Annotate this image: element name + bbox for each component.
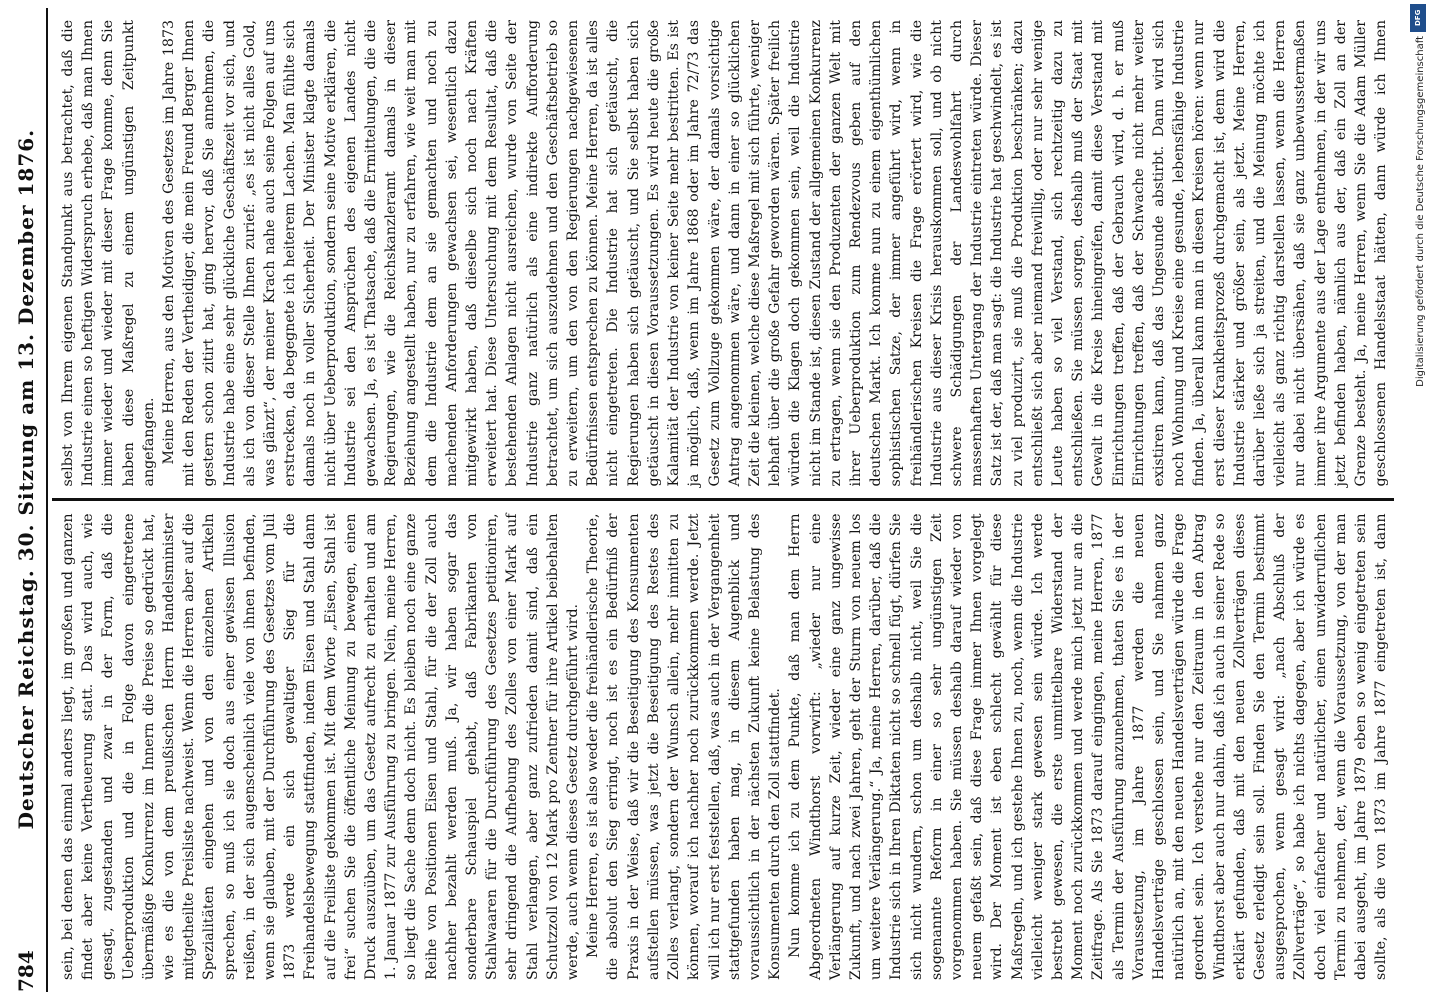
attribution-text: Digitalisierung gefördert durch die Deutsche Forschungsgemeinschaft (1415, 36, 1426, 387)
paragraph: Meine Herren, aus den Motiven des Gesetzes im Jahre 1873 mit den Reden der Vertheidiger, die mein Freund Berger Ihnen gestern schon zitirt hat, ging hervor, daß Sie annehmen, die Industrie habe eine sehr glückliche Geschäftszeit vor sich, und als ich von dieser Stelle Ihnen zurief: „es ist nicht alles Gold, was glänzt“, der meiner Krach nahe auch seine Folgen auf uns erstrecken, da begegnete ich heiterem Lachen. Man fühlte sich damals noch in voller Sicherheit. Der Minister klagte damals nicht über Ueberproduktion, sondern seine Motive erklären, die Industrie sei den Ansprüchen des eigenen Landes nicht gewachsen. Ja, es ist Thatsache, daß die Ermittelungen, die die Regierungen, wie die Reichskanzleramt damals in dieser Beziehung angestellt haben, nur zu erfahren, wie weit man mit dem die Industrie dem an sie gemachten und noch zu machenden Anforderungen gewachsen sei, wesentlich dazu mitgewirkt haben, daß dieselbe sich noch nach Kräften erweitert hat. Diese Untersuchung mit dem Resultat, daß die bestehenden Anlagen nicht ausreichen, wurde von Seite der Industrie ganz natürlich als eine indirekte Aufforderung betrachtet, um sich auszudehnen und den Geschäftsbetrieb so zu erweitern, um den von den Regierungen nachgewiesenen Bedürfnissen entsprechen zu können. Meine Herren, da ist alles nicht eingetreten. Die Industrie hat sich getäuscht, die Regierungen haben sich getäuscht, und Sie selbst haben sich getäuscht in diesen Voraussetzungen. Es wird heute die große Kalamität der Industrie von keiner Seite mehr bestritten. Es ist ja möglich, daß, wenn im Jahre 1868 oder im Jahre 72/73 das Gesetz zum Vollzuge gekommen wäre, der damals vorsichtige Antrag angenommen wäre, und dann in einer so glücklichen Zeit die kleinen, welche diese Maßregel mit sich führte, weniger lebhaft über die große Gefahr geworden wären. Später freilich würden die Klagen doch gekommen sein, weil die Industrie nicht im Stande ist, diesen Zustand der allgemeinen Konkurrenz zu ertragen, wenn sie den Produzenten der ganzen Welt mit ihrer Ueberproduktion zum Rendezvous geben auf den deutschen Markt. Ich komme nun zu einem eigenthümlichen sophistischen Satze, der immer angeführt wird, wenn in freihändlerischen Kreisen die Frage erörtert wird, wie die Industrie aus dieser Krisis herauskommen soll, und ob nicht schwere Schädigungen der Landeswohlfahrt durch massenhaften Untergang der Industrie eintreten würde. Dieser Satz ist der, daß man sagt: die Industrie hat geschwindelt, es ist zu viel produzirt, sie muß die Produktion beschränken; dazu entschließt sich aber niemand freiwillig, oder nur sehr wenige Leute haben so viel Verstand, sich rechtzeitig dazu zu entschließen. Sie müssen sorgen, deshalb muß der Staat mit Gewalt in die Kreise hineingreifen, damit diese Verstand mit Einrichtungen treffen, daß der Gebrauch wird, d. h. er muß Einrichtungen treffen, daß der Schwache nicht mehr weiter existiren kann, daß das Ungesunde abstirbt. Dann wird sich noch Wohnung und Kreise eine gesunde, lebensfähige Industrie finden. Ja, überall kann man in diesen Kreisen hören: wenn nur erst dieser Krankheitsprozeß durchgemacht ist, denn wird die Industrie stärker und größer sein, als jetzt. Meine Herren, darüber ließe sich ja streiten, und die Meinung möchte ich vielleicht als ganz richtig darstellen lassen, wenn die Herren nur dabei nicht übersähen, daß sie ganz unbewusstermaßen immer ihre Argumente aus der Lage entnehmen, in der wir uns jetzt befinden haben, nämlich aus der, daß ein Zoll an der Grenze besteht. Ja, meine Herren, wenn Sie die Adam Müller geschlossenen Handelsstaat hätten, dann würde ich Ihnen (161, 20, 1390, 487)
page-number: 784 (14, 950, 38, 992)
page-header (6, 8, 48, 992)
column-divider (52, 499, 1394, 502)
paragraph: selbst von Ihrem eigenen Standpunkt aus betrachtet, daß die Industrie einen so heftigen Widerspruch erhebe, daß man Ihnen immer wieder und wieder mit dieser Frage komme, denn Sie haben diese Maßregel zu einem ungünstigen Zeitpunkt angefangen. (60, 20, 157, 487)
paragraph: Meine Herren, es ist also weder die freihändlerische Theorie, die absolut den Sieg erringt, noch ist es ein Bedürfniß der Praxis in der Weise, daß wir die Beseitigung des Konsumenten aufstellen müssen, was jetzt die Beseitigung des Restes des Zolles verlangt, sondern der Wunsch allein, mehr inmitten zu können, worauf ich nachher noch zurückkommen werde. Jetzt will ich nur erst feststellen, daß, was auch in der Vergangenheit stattgefunden haben mag, in diesem Augenblick und voraussichtlich in der nächsten Zukunft keine Belastung des Konsumenten durch den Zoll stattfindet. (585, 513, 784, 980)
left-column (52, 502, 1394, 993)
right-column (52, 8, 1394, 499)
page-title: Deutscher Reichstag. 30. Sitzung am 13. Dezember 1876. (14, 128, 38, 830)
text-columns (52, 8, 1394, 992)
attribution-strip (1408, 0, 1428, 1000)
dfg-logo: DFG (1410, 4, 1426, 32)
paragraph: Nun komme ich zu dem Punkte, daß man dem Herrn Abgeordneten Windthorst vorwirft: „wieder nur eine Verlängerung auf kurze Zeit, wieder eine ganz ungewisse Zukunft, und nach zwei Jahren, geht der Sturm von neuem los um weitere Verlängerung.“ Ja, meine Herren, darüber, daß die Industrie sich in Ihren Diktaten nicht so schnell fügt, dürfen Sie sich nicht wundern, schon um deshalb nicht, weil Sie die sogenannte Reform in einer so sehr ungünstigen Zeit vorgenommen haben. Sie müssen deshalb darauf wieder von neuem gefaßt sein, daß diese Frage immer Ihnen vorgelegt wird. Der Moment ist eben schlecht gewählt für diese Maßregeln, und ich gestehe Ihnen zu, noch, wenn die Industrie vielleicht weniger stark gewesen sein würde. Ich werde bestrebt gewesen, die erste unmittelbare Widerstand der Moment noch zurückkommen und werde mich jetzt nur an die Zeitfrage. Als Sie 1873 darauf eingingen, meine Herren, 1877 als Termin der Ausführung anzunehmen, thaten Sie es in der Voraussetzung, im Jahre 1877 werden die neuen Handelsverträge geschlossen sein, und Sie nahmen ganz natürlich an, mit den neuen Handelsverträgen würde die Frage geordnet sein. Ich verstehe nur den Zeitraum in den Abtrag Windthorst aber auch nur dahin, daß ich auch in seiner Rede so erklärt gefunden, daß mit den neuen Zollverträgen dieses Gesetz erledigt sein soll. Finden Sie den Termin bestimmt ausgesprochen, wenn gesagt wird: „nach Abschluß der Zollverträge“, so habe ich nichts dagegen, aber ich würde es doch viel einfacher und natürlicher, einen unwiderruflichen Termin zu nehmen, der, wenn die Voraussetzung, von der man dabei ausgeht, im Jahre 1879 eben so wenig eingetreten sein sollte, als die von 1873 im Jahre 1877 eingetreten ist, dann (787, 513, 1390, 980)
paragraph: sein, bei denen das einmal anders liegt, im großen und ganzen findet aber keine Vertheuerung statt. Das wird auch, wie gesagt, zugestanden und zwar in der Form, daß die Ueberproduktion und die in Folge davon eingetretene übermäßige Konkurrenz im Innern die Preise so gedrückt hat, wie es die von dem preußischen Herrn Handelsminister mitgetheilte Preisliste nachweist. Wenn die Herren aber auf die Spezialitäten eingehen und von den einzelnen Artikeln sprechen, so muß ich sie doch aus einer gewissen Illusion reißen, in der sich augenscheinlich viele von ihnen befinden, wenn sie glauben, mit der Durchführung des Gesetzes vom Juli 1873 werde ein sich gewaltiger Sieg für die Freihandelsbewegung stattfinden, indem Eisen und Stahl dann auf die Freiliste gekommen ist. Mit dem Worte „Eisen, Stahl ist frei“ suchen Sie die öffentliche Meinung zu bewegen, einen Druck auszuüben, um das Gesetz aufrecht zu erhalten und am 1. Januar 1877 zur Ausführung zu bringen. Nein, meine Herren, so liegt die Sache denn doch nicht. Es bleiben noch eine ganze Reihe von Positionen Eisen und Stahl, für die der Zoll auch nachher bezahlt werden muß. Ja, wir haben sogar das sonderbare Schauspiel gehabt, daß Fabrikanten von Stahlwaaren für die Durchführung des Gesetzes petitioniren, sehr dringend die Aufhebung des Zolles von einer Mark auf Stahl verlangen, aber ganz zufrieden damit sind, daß ein Schutzzoll von 12 Mark pro Zentner für ihre Artikel beibehalten werde, auch wenn dieses Gesetz durchgeführt wird. (60, 513, 582, 980)
